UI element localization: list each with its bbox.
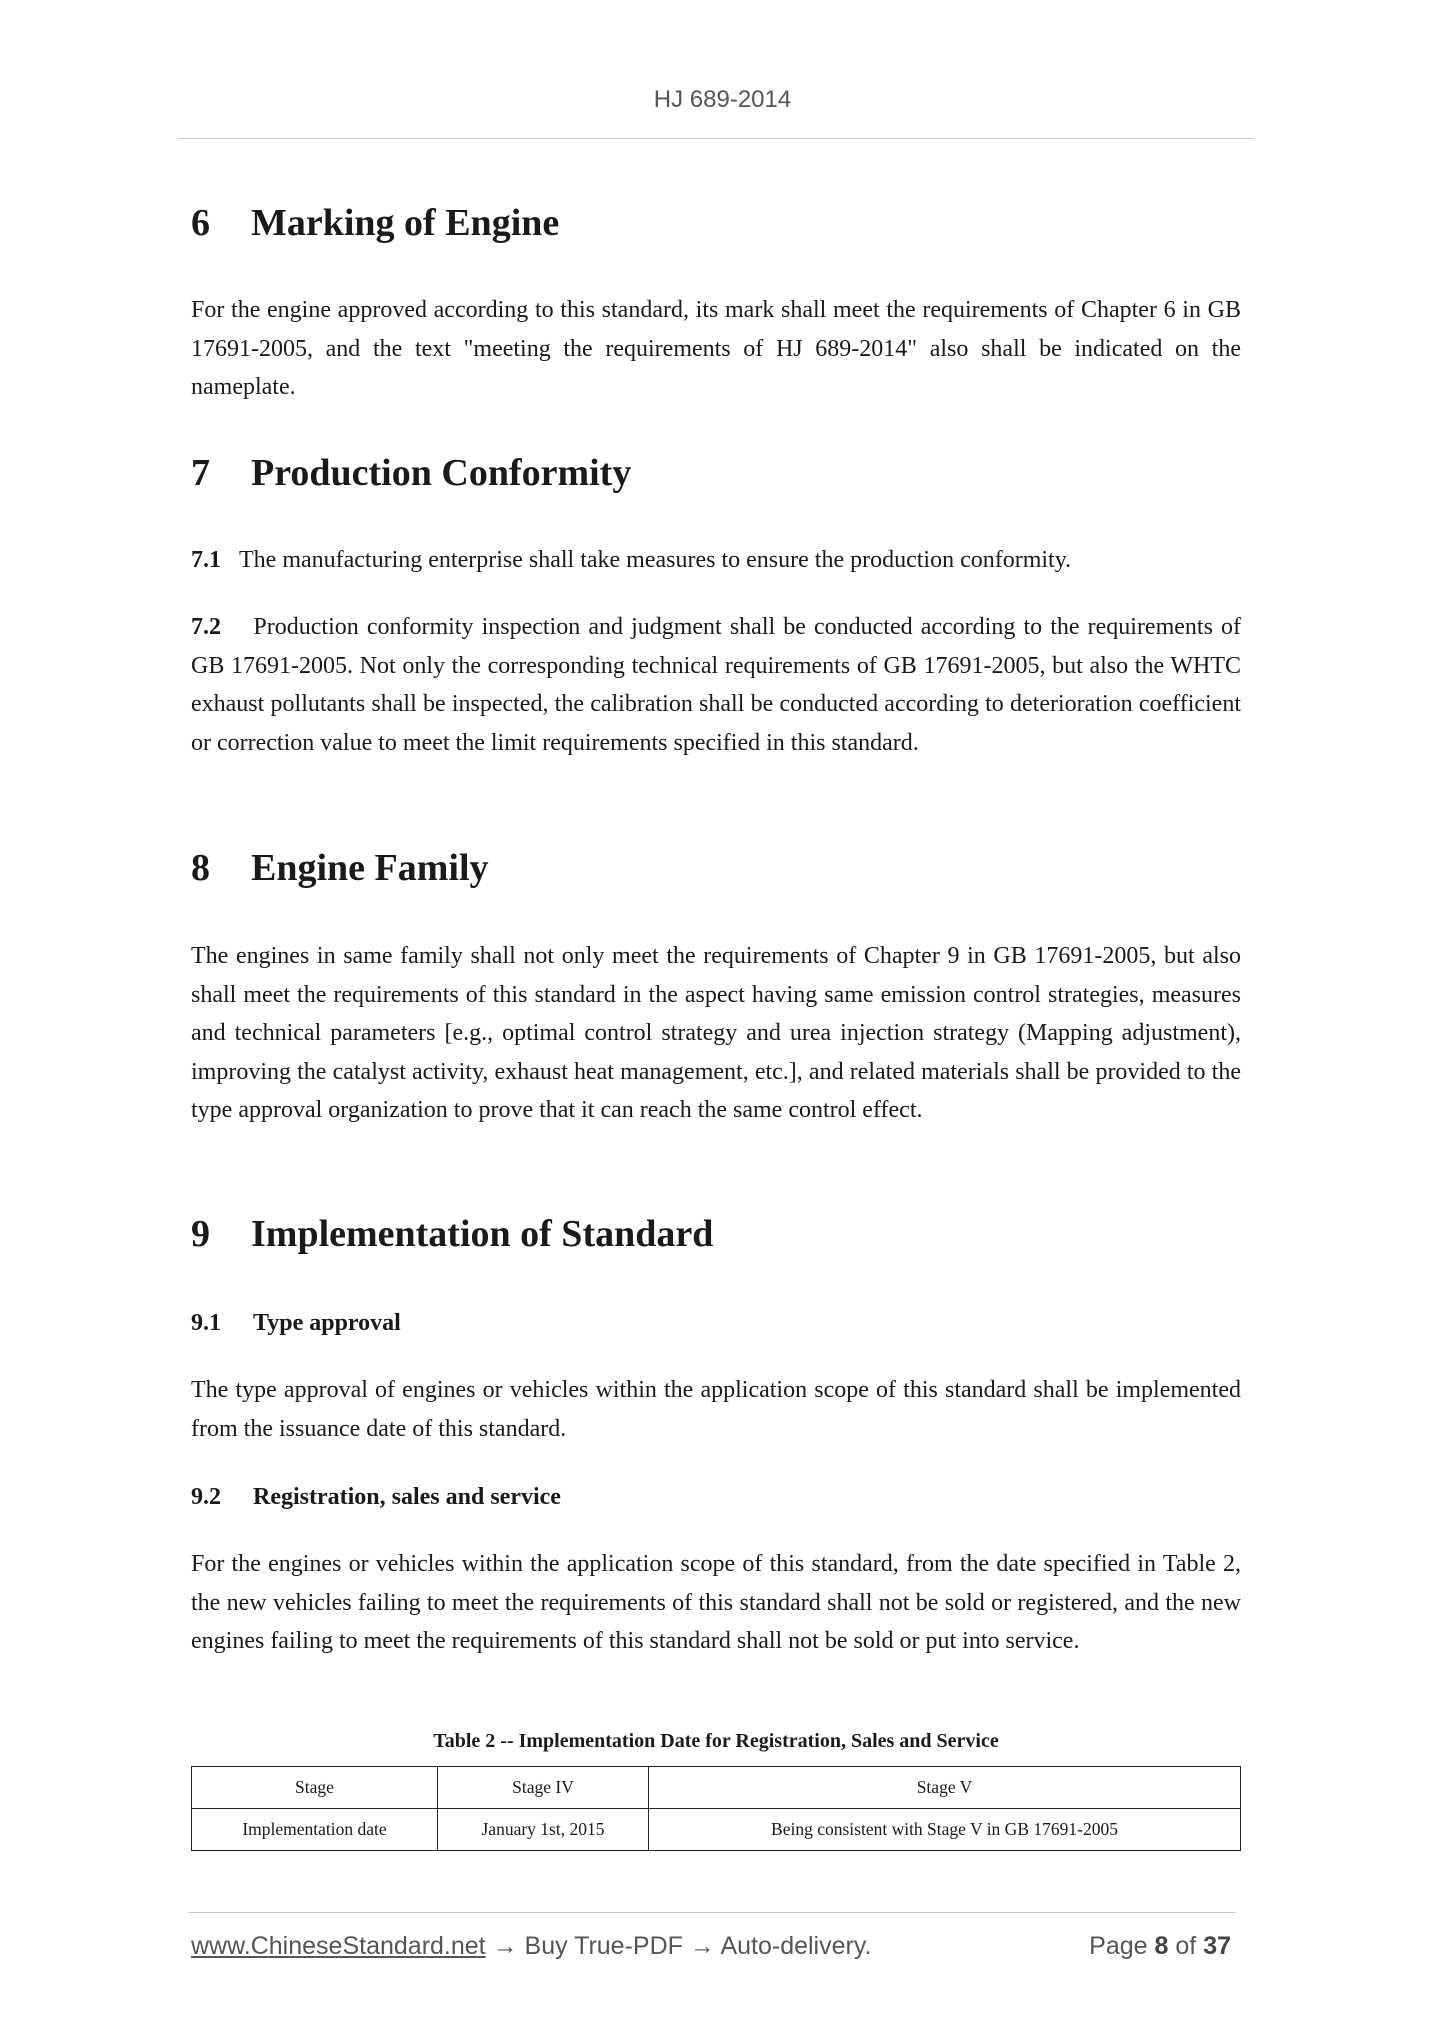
buy-pdf-text: Buy True-PDF	[524, 1932, 683, 1960]
clause-title: Registration, sales and service	[253, 1484, 561, 1510]
auto-delivery-text: Auto-delivery.	[720, 1932, 872, 1960]
header-divider	[178, 138, 1254, 139]
website-link[interactable]: www.ChineseStandard.net	[191, 1932, 486, 1960]
table-header-cell: Stage IV	[438, 1767, 649, 1809]
section-number: 6	[191, 202, 210, 244]
page-footer	[191, 1932, 1231, 1961]
footer-divider	[188, 1912, 1236, 1913]
of-label: of	[1175, 1932, 1197, 1960]
table-row	[192, 1809, 1241, 1851]
section-7-heading	[191, 450, 631, 496]
section-8-heading	[191, 845, 489, 891]
table-header-cell: Stage	[192, 1767, 438, 1809]
page-total: 37	[1203, 1932, 1231, 1960]
arrow-right-icon: →	[689, 1932, 715, 1960]
page-header: HJ 689-2014	[653, 86, 792, 113]
clause-9-2-text: For the engines or vehicles within the application scope of this standard, from the date specified in Table 2, the new vehicles failing to meet the requirements of this standard shall not be sold or registered, and the new engines failing to meet the requirements of this standard shall not be sold or put into service.	[191, 1551, 1241, 1654]
section-number: 7	[191, 452, 210, 494]
clause-7-2	[191, 608, 1241, 762]
table-cell: January 1st, 2015	[438, 1809, 649, 1851]
section-9-heading	[191, 1211, 713, 1257]
clause-9-1-text: The type approval of engines or vehicles within the application scope of this standard shall be implemented from the issuance date of this standard.	[191, 1377, 1241, 1442]
clause-title: Type approval	[253, 1310, 401, 1336]
table-cell: Being consistent with Stage V in GB 17691-2005	[649, 1809, 1241, 1851]
section-title: Production Conformity	[251, 452, 632, 494]
section-title: Engine Family	[251, 847, 489, 889]
page-label: Page	[1089, 1932, 1148, 1960]
section-8-text: The engines in same family shall not only meet the requirements of Chapter 9 in GB 17691-2005, but also shall meet the requirements of this standard in the aspect having same emission control strategies, measures and technical parameters [e.g., optimal control strategy and urea injection strategy (Mapping adjustment), improving the catalyst activity, exhaust heat management, etc.], and related materials shall be provided to the type approval organization to prove that it can reach the same control effect.	[191, 943, 1241, 1123]
clause-number: 7.1	[191, 547, 221, 573]
section-6-text: For the engine approved according to this standard, its mark shall meet the requirements of Chapter 6 in GB 17691-2005, and the text "meeting the requirements of HJ 689-2014" also shall be indicated on the nameplate.	[191, 297, 1241, 400]
section-6-heading	[191, 200, 559, 246]
section-title: Marking of Engine	[251, 202, 560, 244]
table-2-title: Table 2 -- Implementation Date for Registration, Sales and Service	[433, 1730, 999, 1752]
section-number: 8	[191, 847, 210, 889]
clause-text: Production conformity inspection and judgment shall be conducted according to the requirements of GB 17691-2005. Not only the corresponding technical requirements of GB 17691-2005, but also the WHTC exhaust pollutants shall be inspected, the calibration shall be conducted according to deterioration coefficient or correction value to meet the limit requirements specified in this standard.	[191, 614, 1242, 756]
clause-number: 9.2	[191, 1484, 221, 1510]
clause-9-1-heading	[191, 1304, 401, 1342]
clause-number: 7.2	[191, 614, 221, 640]
section-title: Implementation of Standard	[251, 1213, 714, 1255]
arrow-right-icon: →	[492, 1932, 518, 1960]
table-2	[191, 1766, 1241, 1851]
page-number: 8	[1154, 1932, 1169, 1960]
table-header-cell: Stage V	[649, 1767, 1241, 1809]
clause-text: The manufacturing enterprise shall take measures to ensure the production conformity.	[239, 547, 1072, 573]
section-number: 9	[191, 1213, 210, 1255]
clause-9-2-heading	[191, 1478, 561, 1516]
clause-number: 9.1	[191, 1310, 221, 1336]
table-cell: Implementation date	[192, 1809, 438, 1851]
clause-7-1	[191, 541, 1241, 580]
page-indicator	[1089, 1932, 1231, 1961]
table-header-row	[192, 1767, 1241, 1809]
